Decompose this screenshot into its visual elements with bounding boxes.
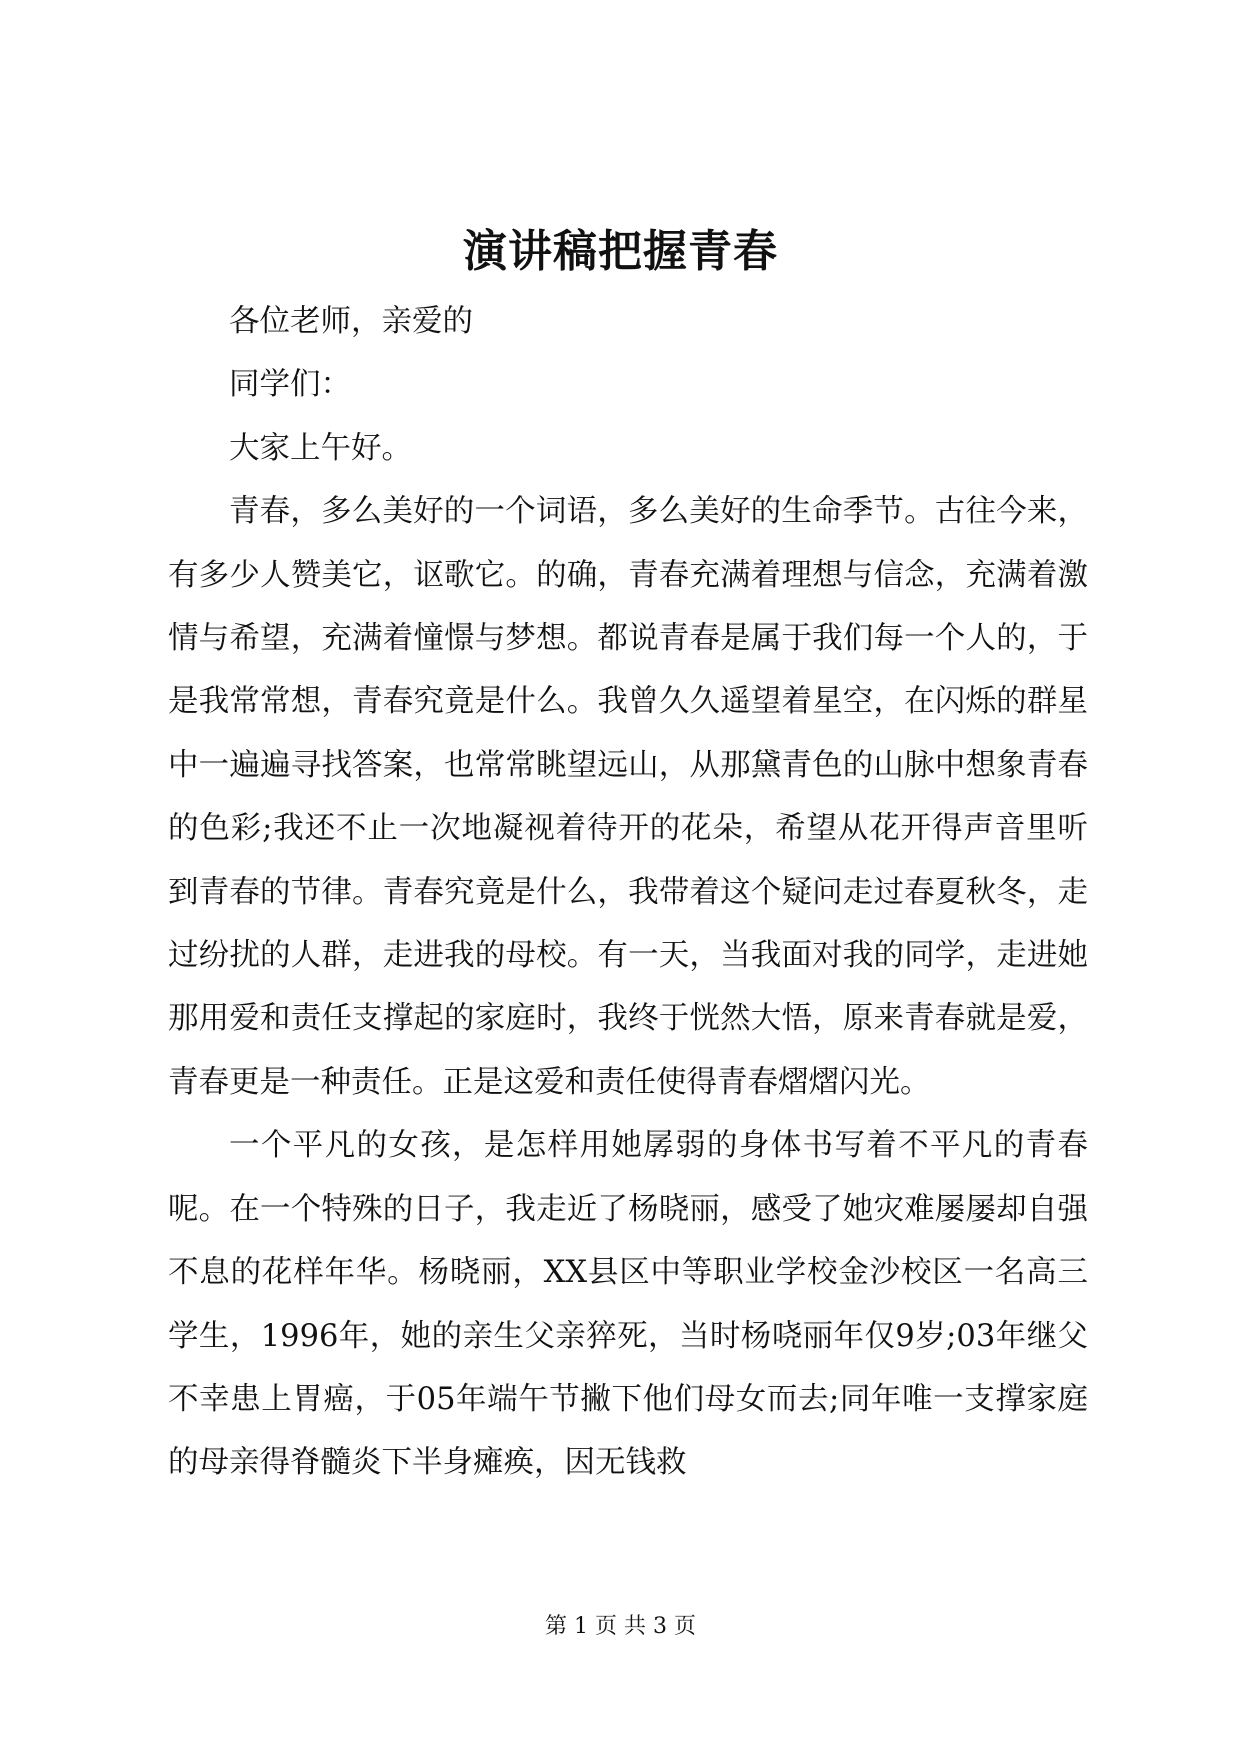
- greeting-line: 大家上午好。: [229, 430, 412, 466]
- salutation-line-2: 同学们：: [229, 367, 351, 403]
- body-paragraph: 青春，多么美好的一个词语，多么美好的生命季节。古往今来，有多少人赞美它，讴歌它。的确，青春充满着理想与信念，充满着激情与希望，充满着憧憬与梦想。都说青春是属于我们每一个人的，于是我常常想，青春究竟是什么。我曾久久遥望着星空，在闪烁的群星中一遍遍寻找答案，也常常眺望远山，从那黛青色的山脉中想象青春的色彩;我还不止一次地凝视着待开的花朵，希望从花开得声音里听到青春的节律。青春究竟是什么，我带着这个疑问走过春夏秋冬，走过纷扰的人群，走进我的母校。有一天，当我面对我的同学，走进她那用爱和责任支撑起的家庭时，我终于恍然大悟，原来青春就是爱，青春更是一种责任。正是这爱和责任使得青春熠熠闪光。: [168, 494, 1088, 1100]
- document-title: 演讲稿把握青春: [463, 226, 778, 277]
- document-body: [168, 290, 1088, 1495]
- page-footer: 第 1 页 共 3 页: [545, 1614, 696, 1639]
- salutation-line-1: 各位老师，亲爱的: [229, 304, 473, 339]
- body-paragraph: 一个平凡的女孩，是怎样用她孱弱的身体书写着不平凡的青春呢。在一个特殊的日子，我走近了杨晓丽，感受了她灾难屡屡却自强不息的花样年华。杨晓丽，XX县区中等职业学校金沙校区一名高三学生，1996年，她的亲生父亲猝死，当时杨哓丽年仅9岁;03年继父不幸患上胃癌，于05年端午节撇下他们母女而去;同年唯一支撑家庭的母亲得脊髓炎下半身瘫痪，因无钱救: [168, 1128, 1088, 1481]
